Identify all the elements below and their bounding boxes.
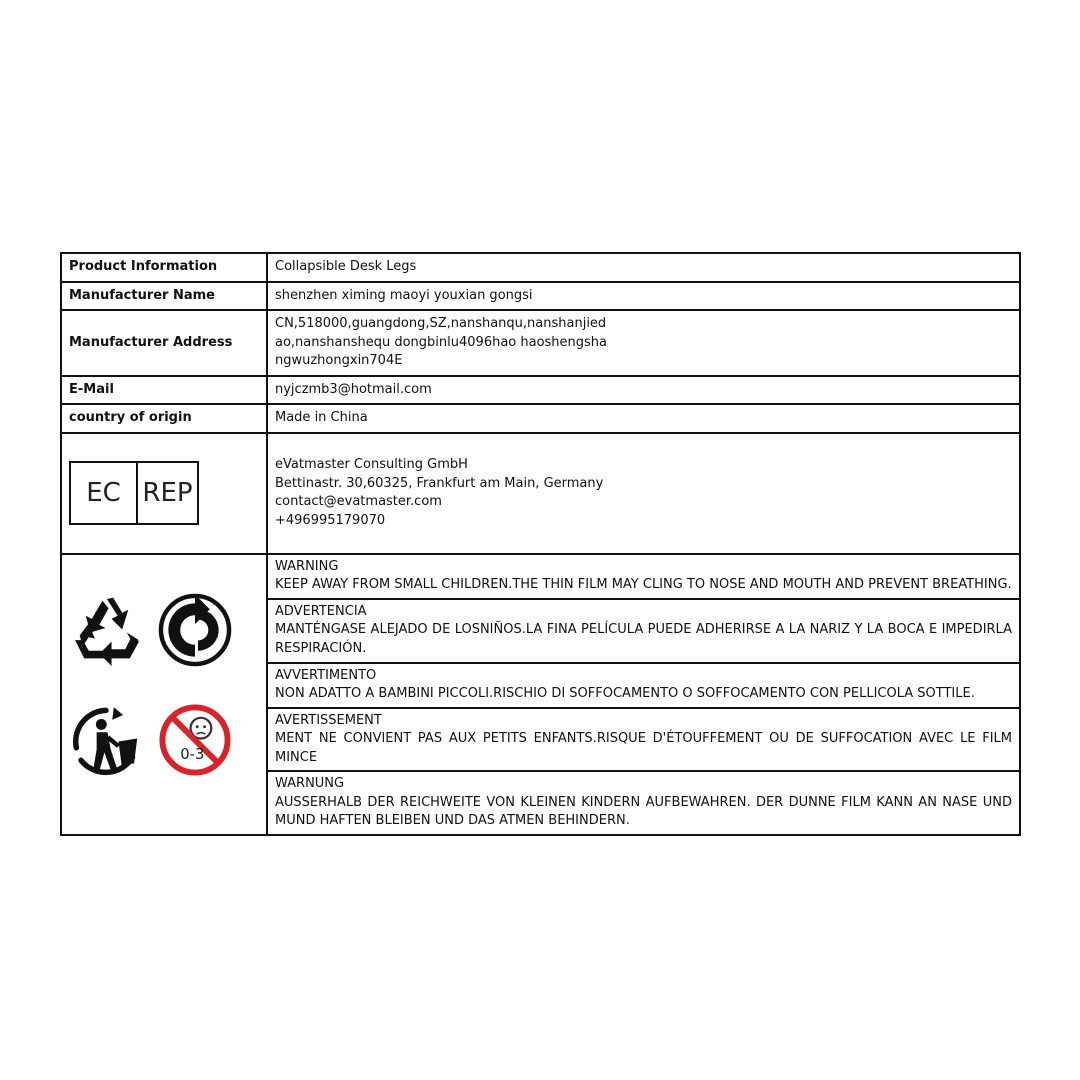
warning-title: ADVERTENCIA [275,603,367,619]
warning-en [267,554,1020,599]
warning-title: AVERTISSEMENT [275,712,382,728]
warning-title: WARNING [275,558,339,574]
origin-value: Made in China [267,404,1020,433]
tidyman-recycle-icon [67,701,145,779]
warning-body: NON ADATTO A BAMBINI PICCOLI.RISCHIO DI SOFFOCAMENTO O SOFFOCAMENTO CON PELLICOLA SOTTILE. [275,686,975,701]
address-line: ngwuzhongxin704E [275,353,403,368]
warning-row-en [61,554,1020,599]
warning-title: WARNUNG [275,776,345,792]
product-row [61,253,1020,282]
manufacturer-address-value [267,310,1020,376]
ec-rep-badge-cell [61,433,267,554]
warning-it [267,663,1020,708]
manufacturer-name-value: shenzhen ximing maoyi youxian gongsi [267,282,1020,311]
product-info-table [60,252,1021,836]
symbols-cell [61,554,267,836]
manufacturer-address-label: Manufacturer Address [61,310,267,376]
no-children-0-3-icon [158,703,232,777]
manufacturer-address-row [61,310,1020,376]
origin-row [61,404,1020,433]
origin-label: country of origin [61,404,267,433]
email-value: nyjczmb3@hotmail.com [267,376,1020,405]
ec-rep-street: Bettinastr. 30,60325, Frankfurt am Main, Germany [275,475,604,491]
warning-es [267,599,1020,663]
symbols-group [62,563,266,825]
warning-fr [267,708,1020,772]
green-dot-icon [158,593,232,667]
manufacturer-name-row [61,282,1020,311]
email-row [61,376,1020,405]
address-line: CN,518000,guangdong,SZ,nanshanqu,nanshanjied [275,316,607,331]
warning-body: AUSSERHALB DER REICHWEITE VON KLEINEN KINDERN AUFBEWAHREN. DER DUNNE FILM KANN AN NASE UND MUND HAFTEN BLEIBEN UND DAS ATMEN BEHINDERN. [275,794,1012,829]
ec-rep-phone: +496995179070 [275,512,386,528]
ec-rep-badge [69,461,199,525]
warning-title: AVVERTIMENTO [275,667,377,683]
warning-de [267,771,1020,835]
manufacturer-name-label: Manufacturer Name [61,282,267,311]
recycle-icon [69,593,145,669]
ec-rep-company: eVatmaster Consulting GmbH [275,457,468,472]
warning-body: MENT NE CONVIENT PAS AUX PETITS ENFANTS.RISQUE D'ÉTOUFFEMENT OU DE SUFFOCATION AVEC LE FILM MINCE [275,731,1012,765]
ec-rep-row [61,433,1020,554]
product-label: Product Information [61,253,267,282]
warning-body: MANTÉNGASE ALEJADO DE LOSNIÑOS.LA FINA PELÍCULA PUEDE ADHERIRSE A LA NARIZ Y LA BOCA E IMPEDIRLA RESPIRACIÓN. [275,622,1012,656]
product-value: Collapsible Desk Legs [267,253,1020,282]
address-line: ao,nanshanshequ dongbinlu4096hao haoshengsha [275,334,608,350]
age-label: 0-3 [180,746,205,764]
ec-badge-left: EC [71,463,138,523]
ec-rep-details [267,433,1020,554]
ec-rep-email: contact@evatmaster.com [275,494,442,509]
warning-body: KEEP AWAY FROM SMALL CHILDREN.THE THIN FILM MAY CLING TO NOSE AND MOUTH AND PREVENT BREATHING. [275,577,1012,592]
email-label: E-Mail [61,376,267,405]
ec-badge-right: REP [142,477,193,508]
